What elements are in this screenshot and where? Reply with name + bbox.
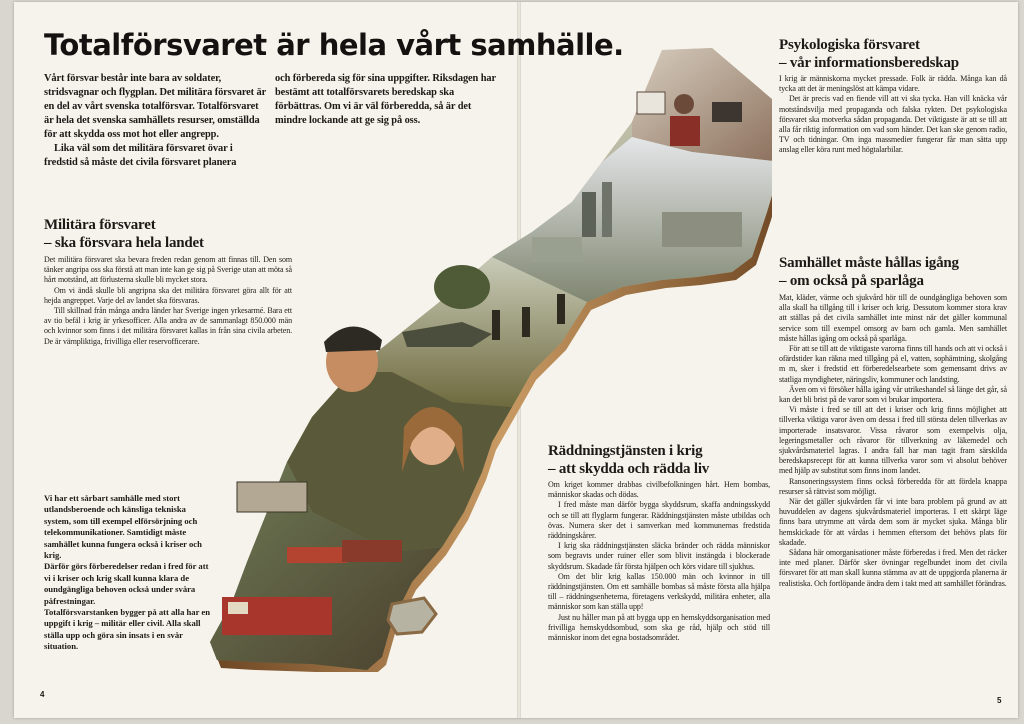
body-paragraph: Om det blir krig kallas 150.000 män och kvinnor in till räddningstjänsten. Om ett samhälle bombas så måste första alla hjälpa till – räddningsenheterna, företagens verkskydd, militära enheter, alla människor som kan ställa upp! xyxy=(548,571,770,612)
gotland-island xyxy=(388,598,436,634)
page-number-left: 4 xyxy=(40,690,45,699)
body-paragraph: Vi har ett sårbart samhälle med stort utlandsberoende och känsliga tekniska system, som till exempel elförsörjning och telekommunikationer. Samtidigt måste samhället kunna fungera också i kriser och krig. xyxy=(44,493,202,561)
rescue-section-title: Räddningstjänsten i krig – att skydda och rädda liv xyxy=(548,443,710,477)
body-paragraph: När det gäller sjukvården får vi inte bara problem på grund av att huvuddelen av dagens sjukvårdsmateriel importeras. I ett skärpt läge finns bara utrymme att vårda dem som är mycket sjuka. Många blir hemskickade för att vårdas i hemmen eftersom det behövs plats för skadade. xyxy=(779,497,1007,547)
intro-paragraph: Lika väl som det militära försvaret övar i fredstid så måste det civila försvaret planera xyxy=(44,143,237,168)
page-number-right: 5 xyxy=(997,696,1002,705)
body-paragraph: Till skillnad från många andra länder har Sverige ingen yrkesarmé. Bara ett av tio befäl i krig är yrkesofficer. Alla andra av de sammanlagt 850.000 män och kvinnor som finns i det militära försvaret kallas in från sina civila arbeten. De är värnpliktiga, frivilliga eller reservofficerare. xyxy=(44,306,292,346)
body-paragraph: Sådana här omorganisationer måste förberedas i fred. Men det räcker inte med planer. Därför sker övningar regelbundet inom det civila försvaret för att man skall kunna stämma av att de uppgjorda planerna är realistiska. Och fortlöpande ändra dem i takt med att samhället förändras. xyxy=(779,548,1007,588)
society-section-title: Samhället måste hållas igång – om också på sparlåga xyxy=(779,255,959,289)
body-paragraph: Ransoneringssystem finns också förberedda för att fördela knappa resurser så rättvist som möjligt. xyxy=(779,476,1007,496)
body-paragraph: Vi måste i fred se till att det i kriser och krig finns möjlighet att tillverka viktiga varor även om dessa i fred till största delen tillverkas av importerade insatsvaror. Vissa råvaror som exempelvis olja, legeringsmetaller och råvaror för tillverkning av läkemedel och sjukvårdsmateriel lagras. I andra fall har man tagit fram särskilda beredskapsrecept för att kunna tillverka varor som vi absolut behöver med hjälp av substitut som finns inom landet. xyxy=(779,405,1007,476)
body-paragraph: Därför görs förberedelser redan i fred för att vi i kriser och krig skall kunna klara de oundgängliga behoven också under svåra påfrestningar. xyxy=(44,561,209,606)
intro-paragraph: och förbereda sig för sina uppgifter. Riksdagen har bestämt att totalförsvarets beredskap ska förbättras. Om vi är väl förberedda, så är det mindre lockande att ge sig på oss. xyxy=(275,73,496,126)
body-paragraph: Om vi ändå skulle bli angripna ska det militära försvaret göra allt för att hejda angreppet. Varje del av landet ska försvaras. xyxy=(44,285,292,305)
body-paragraph: För att se till att de viktigaste varorna finns till hands och att vi också i ofärdstider kan räkna med tillgång på el, vatten, sophämtning, skolgång m m, sker i fredstid ett förberedelsearbete som gemensamt drivs av statliga myndigheter, näringsliv, kommuner och landsting. xyxy=(779,344,1007,384)
body-paragraph: Just nu håller man på att bygga upp en hemskyddsorganisation med frivilliga hemskyddsombud, som ska ge råd, hjälp och stöd till människor inom det egna bostadsområdet. xyxy=(548,612,770,643)
page-headline: Totalförsvaret är hela vårt samhälle. xyxy=(44,28,624,62)
sweden-photo-collage xyxy=(192,42,772,672)
body-paragraph: Mat, kläder, värme och sjukvård hör till de oundgängliga behoven som alla skall ha tillgång till i kriser och krig. Dessutom kommer stora krav att ställas på det civila samhället inte minst när det gäller kommunal service som till exempel omsorg av barn och gamla. Men samhället måste hållas igång om också på sparlåga. xyxy=(779,293,1007,343)
society-section-body xyxy=(779,293,1007,589)
body-paragraph: Det är precis vad en fiende vill att vi ska tycka. Han vill knäcka vår motståndsvilja med propaganda och falska rykten. Det psykologiska försvaret ska motverka sådan propaganda. Det viktigaste är att se till att alla får riktig information om vad som händer. Det kan ske genom radio, TV och tidningar. Om inga massmedier fungerar får man sätta upp anslag eller köra runt med högtalarbilar. xyxy=(779,94,1007,155)
body-paragraph: Det militära försvaret ska bevara freden redan genom att finnas till. Den som tänker angripa oss ska förstå att man inte kan ge sig på Sverige utan att möta så hårt motstånd, att förlusterna skulle bli mycket stora. xyxy=(44,255,292,285)
body-paragraph: Även om vi försöker hålla igång vår utrikeshandel så länge det går, så kan det bli brist på de varor som vi brukar importera. xyxy=(779,384,1007,405)
psychological-section-title: Psykologiska försvaret – vår informationsberedskap xyxy=(779,37,959,71)
body-paragraph: I fred måste man därför bygga skyddsrum, skaffa andningsskydd och se till att flyglarm fungerar. Räddningstjänsten måste utbildas och övas. Numera sker det i samverkan med kommunernas fredstida räddningskårer. xyxy=(548,500,770,541)
body-paragraph: I krig ska räddningstjänsten släcka bränder och rädda människor som begravts under ruiner eller som blivit instängda i blockerade skyddsrum. Skadade får första hjälpen och körs vidare till sjukhus. xyxy=(548,541,770,571)
body-paragraph: I krig är människorna mycket pressade. Folk är rädda. Många kan då tycka att det är meningslöst att kämpa vidare. xyxy=(779,74,1007,94)
psychological-section-body xyxy=(779,74,1007,156)
body-paragraph: Om kriget kommer drabbas civilbefolkningen hårt. Hem bombas, människor skadas och dödas. xyxy=(548,480,770,500)
intro-paragraph: Vårt försvar består inte bara av soldater, stridsvagnar och flygplan. Det militära försvaret är en del av vårt svenska totalförsvar. Totalförsvaret är hela det svenska samhällets resurser, omställda för att skydda oss mot hot eller angrepp. xyxy=(44,73,266,140)
military-section-title: Militära försvaret – ska försvara hela landet xyxy=(44,217,204,251)
body-paragraph: Totalförsvarstanken bygger på att alla har en uppgift i krig – militär eller civil. Alla skall ställa upp och göra sin insats i en svår situation. xyxy=(44,607,210,652)
vulnerable-society-text xyxy=(44,493,212,653)
magazine-spread xyxy=(14,2,1018,718)
